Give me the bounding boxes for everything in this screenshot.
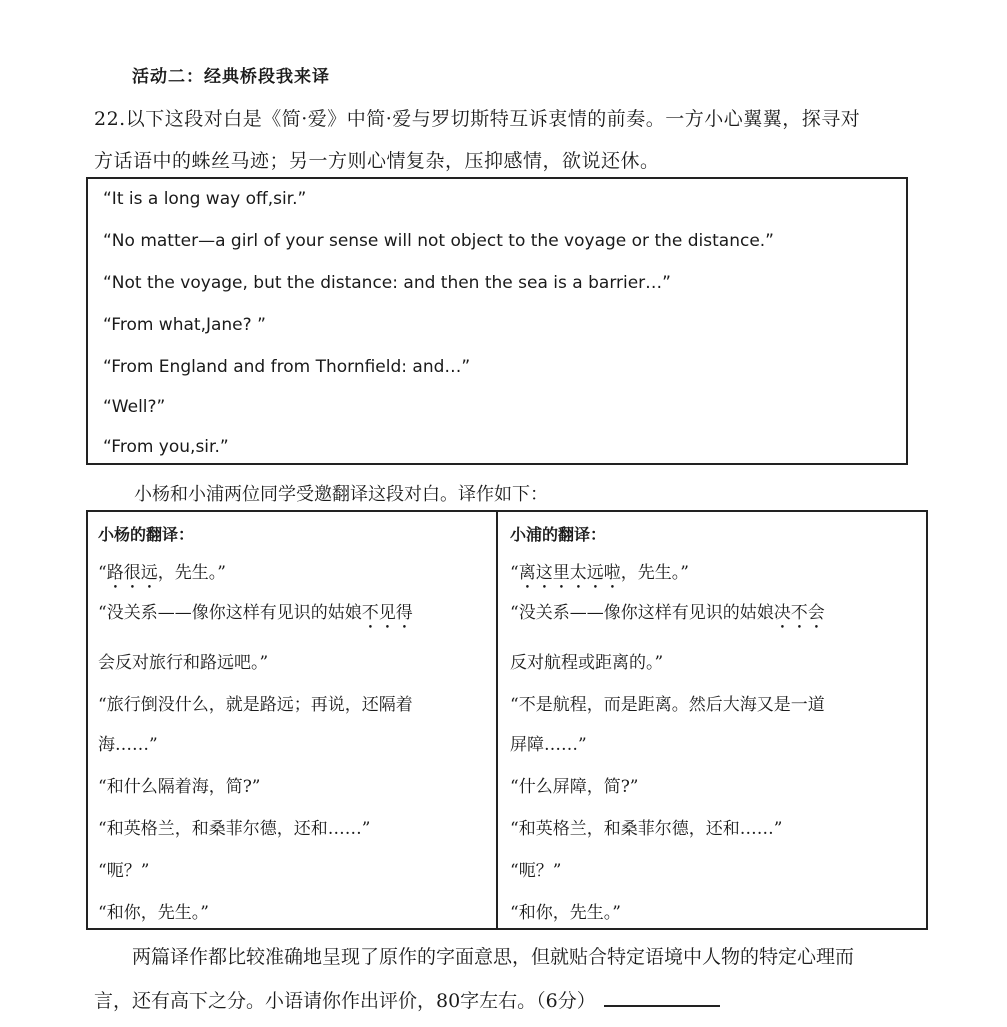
translation-line: “没关系——像你这样有见识的姑娘不见得	[98, 603, 413, 623]
question-line-2: 方话语中的蛛丝马迹；另一方则心情复杂，压抑感情，欲说还休。	[94, 150, 660, 172]
english-line: “From what,Jane? ”	[103, 315, 266, 335]
emphasized-phrase: 决不会	[773, 603, 825, 623]
english-line: “No matter—a girl of your sense will not object to the voyage or the distance.”	[103, 231, 774, 251]
translation-line: “离这里太远啦，先生。”	[510, 563, 689, 583]
translation-line: “不是航程，而是距离。然后大海又是一道	[510, 695, 825, 715]
english-line: “Not the voyage, but the distance: and then the sea is a barrier…”	[103, 273, 671, 293]
translation-line: “路很远，先生。”	[98, 563, 226, 583]
emphasized-phrase: 不见得	[361, 603, 413, 623]
closing-line-2: 言，还有高下之分。小语请你作出评价，80字左右。（6分）	[94, 986, 720, 1013]
translation-line: “没关系——像你这样有见识的姑娘决不会	[510, 603, 825, 623]
translation-line: “呃？”	[510, 861, 562, 881]
closing-line-1: 两篇译作都比较准确地呈现了原作的字面意思，但就贴合特定语境中人物的特定心理而	[132, 946, 855, 968]
translation-line: 屏障……”	[510, 735, 587, 755]
question-line-1: 22.以下这段对白是《简·爱》中简·爱与罗切斯特互诉衷情的前奏。一方小心翼翼，探寻对	[94, 108, 861, 130]
translation-line: 海……”	[98, 735, 158, 755]
translation-line: “和英格兰，和桑菲尔德，还和……”	[510, 819, 783, 839]
translation-column-pu	[498, 512, 926, 928]
emphasized-phrase: 路很远	[106, 563, 158, 583]
translation-line: “和你，先生。”	[98, 903, 209, 923]
english-dialogue-box	[86, 177, 908, 465]
answer-blank[interactable]	[604, 987, 720, 1007]
english-line: “It is a long way off,sir.”	[103, 189, 307, 209]
translation-line: “和什么隔着海，简?”	[98, 777, 261, 797]
translation-line: 会反对旅行和路远吧。”	[98, 653, 269, 673]
english-line: “From England and from Thornfield: and…”	[103, 357, 471, 377]
translation-heading: 小浦的翻译：	[510, 525, 607, 544]
translation-line: “什么屏障，简?”	[510, 777, 639, 797]
emphasized-phrase: 离这里太远啦	[518, 563, 621, 583]
translation-line: “旅行倒没什么，就是路远；再说，还隔着	[98, 695, 413, 715]
translation-line: “和你，先生。”	[510, 903, 621, 923]
translation-line: “呃？”	[98, 861, 150, 881]
translation-line: “和英格兰，和桑菲尔德，还和……”	[98, 819, 371, 839]
translation-heading: 小杨的翻译：	[98, 525, 195, 544]
translation-column-yang	[88, 512, 498, 928]
translation-table	[86, 510, 928, 930]
translation-line: 反对航程或距离的。”	[510, 653, 664, 673]
english-line: “Well?”	[103, 397, 166, 417]
english-line: “From you,sir.”	[103, 437, 229, 457]
activity-title: 活动二：经典桥段我来译	[132, 67, 330, 87]
translation-intro: 小杨和小浦两位同学受邀翻译这段对白。译作如下：	[134, 484, 548, 505]
